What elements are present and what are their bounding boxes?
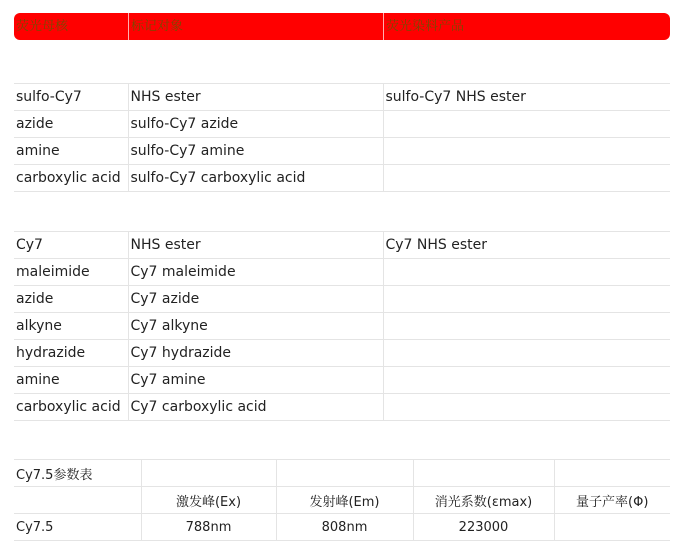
table-row (14, 286, 670, 313)
table-row (14, 514, 670, 541)
table-cell (14, 487, 141, 514)
table-row (14, 232, 670, 259)
table-cell (276, 460, 413, 487)
table-cell (383, 138, 670, 165)
column-header: 消光系数(εmax) (413, 487, 554, 514)
header-col-product: 荧光染料产品 (386, 19, 465, 34)
table-cell: Cy7 amine (128, 367, 383, 394)
table-cell (383, 313, 670, 340)
table-cell: alkyne (14, 313, 128, 340)
table-cell (383, 111, 670, 138)
table-cell: azide (14, 286, 128, 313)
column-header: 量子产率(Φ) (554, 487, 670, 514)
table-cell: Cy7 NHS ester (383, 232, 670, 259)
sulfo-cy7-table (14, 83, 670, 192)
table-row (14, 313, 670, 340)
table-cell: carboxylic acid (14, 165, 128, 192)
table-cell: Cy7 maleimide (128, 259, 383, 286)
table-cell: sulfo-Cy7 NHS ester (383, 84, 670, 111)
cy75-params-table (14, 459, 670, 541)
table-row (14, 165, 670, 192)
table-cell (383, 367, 670, 394)
table-cell: NHS ester (128, 232, 383, 259)
table-cell: sulfo-Cy7 (14, 84, 128, 111)
table-cell: 788nm (141, 514, 276, 541)
table-row (14, 84, 670, 111)
cy7-table (14, 231, 670, 421)
table-cell: hydrazide (14, 340, 128, 367)
table-row (14, 460, 670, 487)
table-cell: Cy7.5 (14, 514, 141, 541)
table-cell (383, 394, 670, 421)
table-cell (554, 514, 670, 541)
table-cell (383, 286, 670, 313)
table-cell: amine (14, 367, 128, 394)
header-bar (14, 13, 670, 40)
table-cell: sulfo-Cy7 carboxylic acid (128, 165, 383, 192)
table-cell (383, 259, 670, 286)
table-cell: 223000 (413, 514, 554, 541)
params-title: Cy7.5参数表 (14, 460, 141, 487)
cy7-table-body (14, 232, 670, 421)
table-cell: Cy7 carboxylic acid (128, 394, 383, 421)
table-row (14, 340, 670, 367)
table-cell (141, 460, 276, 487)
table-row (14, 487, 670, 514)
table-cell: amine (14, 138, 128, 165)
table-cell: Cy7 hydrazide (128, 340, 383, 367)
table-cell: maleimide (14, 259, 128, 286)
table-row (14, 367, 670, 394)
table-cell (554, 460, 670, 487)
table-cell: Cy7 (14, 232, 128, 259)
table-cell: 808nm (276, 514, 413, 541)
table-cell: Cy7 azide (128, 286, 383, 313)
table-cell: sulfo-Cy7 amine (128, 138, 383, 165)
table-row (14, 394, 670, 421)
table-cell: Cy7 alkyne (128, 313, 383, 340)
sulfo-cy7-table-body (14, 84, 670, 192)
header-col-core: 荧光母核 (16, 19, 69, 34)
table-cell: sulfo-Cy7 azide (128, 111, 383, 138)
table-cell: NHS ester (128, 84, 383, 111)
table-row (14, 111, 670, 138)
column-header: 发射峰(Em) (276, 487, 413, 514)
table-row (14, 138, 670, 165)
table-cell: azide (14, 111, 128, 138)
table-cell (383, 165, 670, 192)
table-cell (383, 340, 670, 367)
table-row (14, 259, 670, 286)
column-header: 激发峰(Ex) (141, 487, 276, 514)
table-cell (413, 460, 554, 487)
table-cell: carboxylic acid (14, 394, 128, 421)
header-col-target: 标记对象 (131, 19, 184, 34)
